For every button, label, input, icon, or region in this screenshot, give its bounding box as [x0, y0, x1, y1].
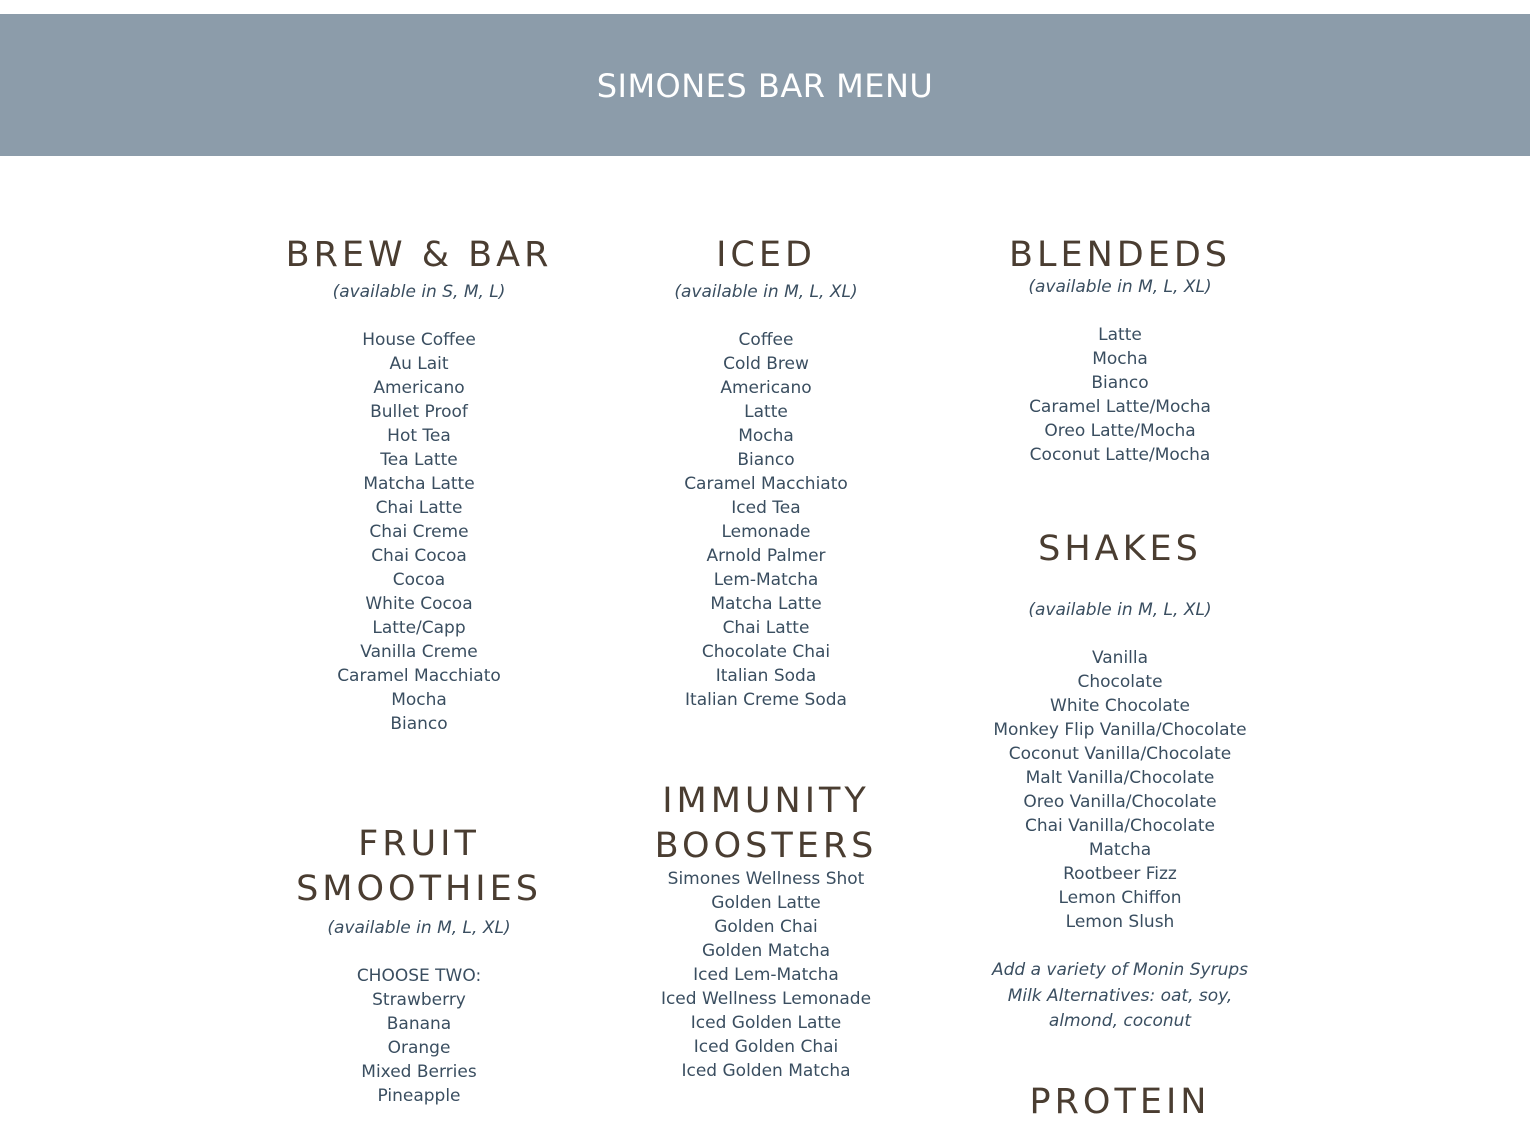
menu-item: Chocolate Chai — [701, 642, 831, 662]
menu-item: Mixed Berries — [361, 1062, 477, 1082]
menu-item: Caramel Macchiato — [684, 474, 848, 494]
menu-item: Iced Wellness Lemonade — [660, 989, 872, 1009]
menu-item: Oreo Vanilla/Chocolate — [1023, 792, 1217, 812]
menu-item: Lemonade — [721, 522, 811, 542]
menu-item: Rootbeer Fizz — [1063, 864, 1177, 884]
section-iced — [616, 233, 916, 712]
menu-item: Strawberry — [372, 990, 466, 1010]
menu-list — [616, 867, 916, 1083]
menu-item: Lem-Matcha — [713, 570, 819, 590]
availability-note: (available in M, L, XL) — [1028, 600, 1212, 620]
menu-item: Lemon Chiffon — [1058, 888, 1182, 908]
menu-item: Chai Latte — [375, 498, 463, 518]
page-title: SIMONES BAR MENU — [596, 67, 934, 105]
menu-item: Iced Golden Chai — [693, 1037, 839, 1057]
section-shakes — [970, 527, 1270, 1035]
menu-item: Hot Tea — [387, 426, 451, 446]
menu-item: Iced Lem-Matcha — [693, 965, 839, 985]
section-title-line: IMMUNITY — [662, 781, 870, 821]
menu-list — [616, 328, 916, 712]
menu-item: Mocha — [1092, 349, 1148, 369]
syrups-note: Add a variety of Monin Syrups — [991, 960, 1248, 980]
menu-item: Arnold Palmer — [706, 546, 826, 566]
menu-item: Iced Golden Latte — [690, 1013, 842, 1033]
section-title: PROTEIN — [1029, 1082, 1211, 1122]
menu-item: Bianco — [390, 714, 448, 734]
section-title — [269, 822, 569, 912]
menu-item: Coconut Latte/Mocha — [1029, 445, 1211, 465]
section-title: SHAKES — [1038, 529, 1202, 569]
menu-item: Golden Matcha — [701, 941, 830, 961]
menu-item: Caramel Latte/Mocha — [1029, 397, 1211, 417]
menu-item: Chai Latte — [722, 618, 810, 638]
section-title-line: BOOSTERS — [654, 826, 878, 866]
menu-item: Matcha Latte — [363, 474, 475, 494]
milk-alternatives-note: Milk Alternatives: oat, soy, almond, coconut — [1007, 985, 1233, 1031]
menu-item: Chai Vanilla/Chocolate — [1024, 816, 1216, 836]
menu-item: Mocha — [391, 690, 447, 710]
menu-list — [269, 964, 569, 1108]
menu-item: Coconut Vanilla/Chocolate — [1008, 744, 1232, 764]
menu-item: Simones Wellness Shot — [667, 869, 865, 889]
section-title: ICED — [716, 235, 816, 275]
availability-note: (available in M, L, XL) — [327, 918, 511, 938]
menu-item: Golden Latte — [711, 893, 821, 913]
header-banner — [0, 14, 1530, 156]
menu-item: Lemon Slush — [1065, 912, 1175, 932]
section-title: BREW & BAR — [285, 235, 553, 275]
section-blendeds — [970, 233, 1270, 467]
availability-note: (available in M, L, XL) — [1028, 277, 1212, 297]
menu-item: Americano — [720, 378, 812, 398]
menu-item: Malt Vanilla/Chocolate — [1025, 768, 1215, 788]
section-title: BLENDEDS — [1008, 235, 1232, 275]
menu-item: Latte/Capp — [372, 618, 466, 638]
availability-note: (available in S, M, L) — [332, 282, 506, 302]
menu-item: Vanilla — [1091, 648, 1149, 668]
menu-item: Vanilla Creme — [360, 642, 478, 662]
menu-item: Latte — [1098, 325, 1142, 345]
menu-item: CHOOSE TWO: — [356, 966, 482, 986]
menu-item: Iced Tea — [731, 498, 801, 518]
menu-item: Oreo Latte/Mocha — [1044, 421, 1196, 441]
menu-item: Americano — [373, 378, 465, 398]
menu-item: White Chocolate — [1050, 696, 1190, 716]
menu-item: Bianco — [1091, 373, 1149, 393]
menu-item: Bullet Proof — [370, 402, 468, 422]
menu-item: Chai Cocoa — [371, 546, 467, 566]
menu-item: Matcha Latte — [710, 594, 822, 614]
menu-item: Italian Soda — [715, 666, 817, 686]
menu-item: Mocha — [738, 426, 794, 446]
menu-item: White Cocoa — [365, 594, 473, 614]
section-fruit-smoothies — [269, 822, 569, 1108]
menu-item: Bianco — [737, 450, 795, 470]
menu-list — [970, 323, 1270, 467]
menu-item: Golden Chai — [714, 917, 818, 937]
menu-item: House Coffee — [362, 330, 476, 350]
section-brew-bar — [269, 233, 569, 736]
menu-item: Chocolate — [1077, 672, 1163, 692]
menu-item: Cocoa — [392, 570, 446, 590]
section-protein — [970, 1080, 1270, 1125]
menu-item: Italian Creme Soda — [685, 690, 847, 710]
menu-item: Iced Golden Matcha — [681, 1061, 851, 1081]
menu-item: Tea Latte — [380, 450, 458, 470]
section-title-line: FRUIT — [358, 824, 480, 864]
menu-item: Cold Brew — [723, 354, 809, 374]
menu-item: Latte — [744, 402, 788, 422]
menu-item: Orange — [387, 1038, 451, 1058]
menu-item: Chai Creme — [369, 522, 469, 542]
section-immunity-boosters — [616, 779, 916, 1083]
menu-item: Au Lait — [389, 354, 449, 374]
shake-notes — [990, 958, 1250, 1035]
menu-item: Banana — [386, 1014, 452, 1034]
section-title-line: SMOOTHIES — [296, 869, 542, 909]
section-title — [616, 779, 916, 869]
menu-item: Matcha — [1088, 840, 1152, 860]
menu-item: Monkey Flip Vanilla/Chocolate — [993, 720, 1247, 740]
menu-item: Coffee — [738, 330, 794, 350]
menu-list — [269, 328, 569, 736]
menu-list — [970, 646, 1270, 934]
menu-item: Pineapple — [377, 1086, 461, 1106]
availability-note: (available in M, L, XL) — [674, 282, 858, 302]
menu-item: Caramel Macchiato — [337, 666, 501, 686]
